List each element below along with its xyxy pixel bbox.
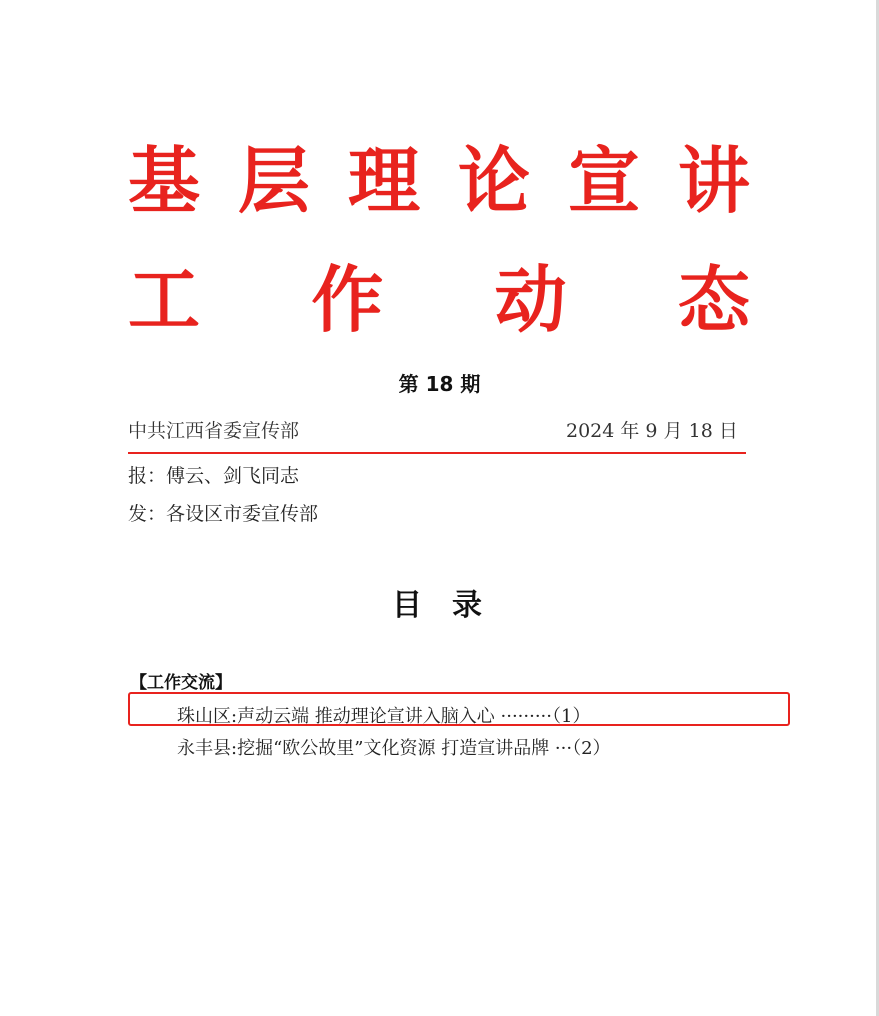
masthead-line-1	[128, 138, 750, 223]
masthead-char: 态	[677, 257, 750, 342]
toc-item[interactable]: 永丰县:挖掘“欧公故里”文化资源 打造宣讲品牌 ···（2）	[177, 738, 611, 759]
selection-highlight-box	[128, 692, 790, 726]
toc-item[interactable]: 珠山区:声动云端 推动理论宣讲入脑入心 ·········（1）	[177, 706, 591, 727]
publisher-org: 中共江西省委宣传部	[128, 420, 300, 442]
masthead-char: 层	[237, 138, 310, 223]
masthead-char: 作	[311, 257, 384, 342]
issue-number: 第 18 期	[398, 372, 481, 396]
report-to: 报：傅云、剑飞同志	[128, 465, 300, 487]
masthead-char: 宣	[567, 138, 640, 223]
masthead-char: 讲	[677, 138, 750, 223]
masthead-char: 工	[128, 257, 201, 342]
masthead-char: 基	[128, 138, 201, 223]
header-divider	[128, 452, 746, 454]
toc-title: 目录	[392, 588, 512, 623]
toc-section-label: 【工作交流】	[130, 673, 232, 693]
masthead-line-2	[128, 257, 750, 342]
masthead-char: 论	[457, 138, 530, 223]
masthead-char: 理	[347, 138, 420, 223]
send-to: 发：各设区市委宣传部	[128, 503, 319, 525]
publish-date: 2024 年 9 月 18 日	[566, 420, 738, 442]
masthead-char: 动	[494, 257, 567, 342]
